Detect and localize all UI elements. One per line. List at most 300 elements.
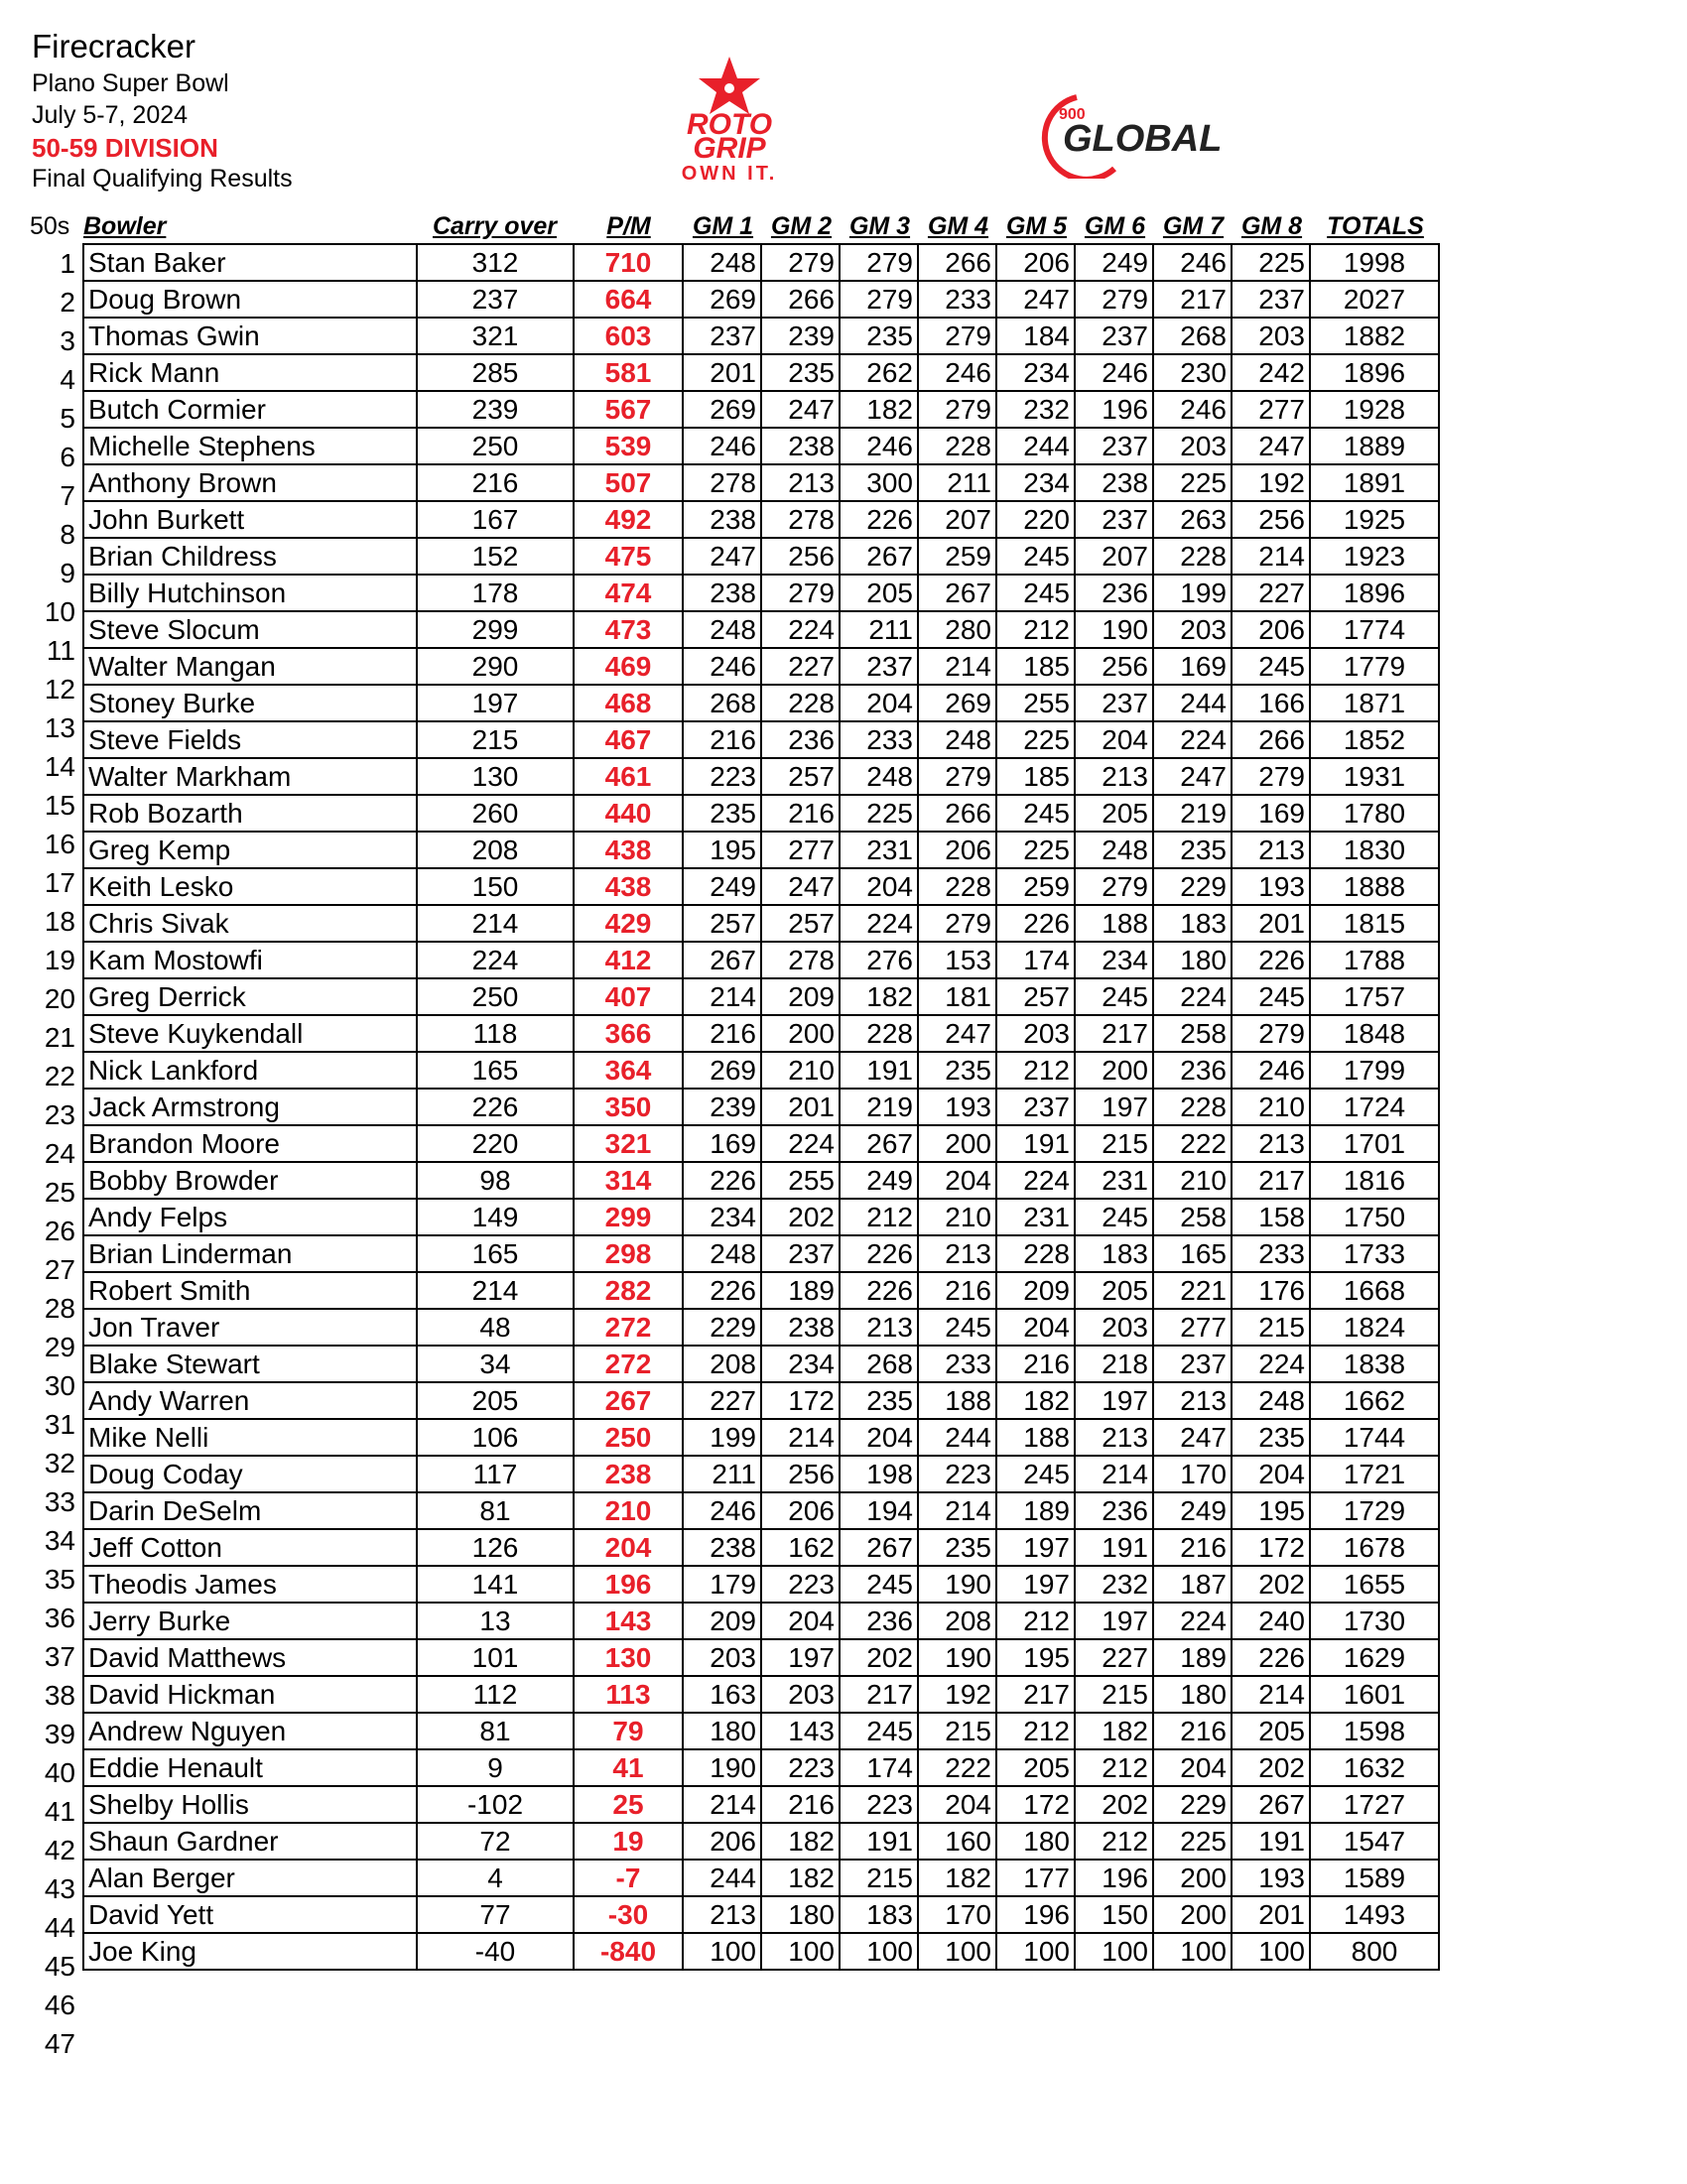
game-7-score: 237 [1153,1346,1232,1382]
game-3-score: 100 [840,1933,918,1970]
game-3-score: 174 [840,1749,918,1786]
game-8-score: 203 [1232,318,1310,354]
game-5-score: 191 [996,1125,1075,1162]
bowler-name: John Burkett [83,501,417,538]
game-7-score: 170 [1153,1456,1232,1492]
carry-over-value: 214 [417,1272,574,1309]
game-7-score: 199 [1153,575,1232,611]
pm-value: 469 [574,648,683,685]
game-4-score: 182 [918,1860,996,1896]
pm-value: 664 [574,281,683,318]
roto-text: ROTO [686,108,773,141]
game-5-score: 231 [996,1199,1075,1235]
game-4-score: 211 [918,464,996,501]
carry-over-value: 126 [417,1529,574,1566]
pm-value: 282 [574,1272,683,1309]
table-row [83,1713,1439,1749]
game-5-score: 220 [996,501,1075,538]
game-3-score: 223 [840,1786,918,1823]
place-number: 22 [44,1061,75,1092]
bowler-name: Blake Stewart [83,1346,417,1382]
place-number: 34 [44,1525,75,1556]
table-row [83,1309,1439,1346]
total-score: 1816 [1310,1162,1439,1199]
pm-value: 461 [574,758,683,795]
place-number: 3 [60,325,75,356]
game-1-score: 269 [683,281,761,318]
game-5-score: 234 [996,354,1075,391]
game-5-score: 244 [996,428,1075,464]
game-3-score: 262 [840,354,918,391]
game-5-score: 245 [996,795,1075,832]
game-2-score: 235 [761,354,840,391]
game-4-score: 192 [918,1676,996,1713]
game-5-score: 177 [996,1860,1075,1896]
pm-value: -30 [574,1896,683,1933]
game-2-score: 206 [761,1492,840,1529]
game-7-score: 228 [1153,538,1232,575]
carry-over-value: 4 [417,1860,574,1896]
total-score: 1727 [1310,1786,1439,1823]
bowler-name: Billy Hutchinson [83,575,417,611]
game-8-score: 266 [1232,721,1310,758]
pm-value: 567 [574,391,683,428]
game-6-score: 203 [1075,1309,1153,1346]
game-3-score: 191 [840,1052,918,1089]
bowler-name: Butch Cormier [83,391,417,428]
game-3-score: 202 [840,1639,918,1676]
bowler-name: Thomas Gwin [83,318,417,354]
game-6-score: 197 [1075,1603,1153,1639]
table-row [83,464,1439,501]
game-7-score: 221 [1153,1272,1232,1309]
game-8-score: 279 [1232,1015,1310,1052]
table-row [83,1749,1439,1786]
game-6-score: 215 [1075,1676,1153,1713]
game-8-score: 217 [1232,1162,1310,1199]
game-5-score: 203 [996,1015,1075,1052]
game-3-score: 237 [840,648,918,685]
game-1-score: 223 [683,758,761,795]
game-8-score: 245 [1232,978,1310,1015]
pm-value: 468 [574,685,683,721]
game-4-score: 170 [918,1896,996,1933]
game-2-score: 256 [761,1456,840,1492]
table-row [83,1933,1439,1970]
game-1-score: 239 [683,1089,761,1125]
bowler-name: Kam Mostowfi [83,942,417,978]
game-2-score: 236 [761,721,840,758]
pm-value: 366 [574,1015,683,1052]
game-7-score: 225 [1153,1823,1232,1860]
game-2-score: 210 [761,1052,840,1089]
table-row [83,1272,1439,1309]
place-number: 5 [60,403,75,434]
game-3-score: 183 [840,1896,918,1933]
pm-value: 196 [574,1566,683,1603]
game-5-score: 226 [996,905,1075,942]
game-1-score: 237 [683,318,761,354]
game-3-score: 267 [840,1529,918,1566]
pm-value: 539 [574,428,683,464]
game-4-score: 245 [918,1309,996,1346]
place-number: 40 [44,1757,75,1788]
total-score: 1888 [1310,868,1439,905]
place-number: 1 [60,248,75,279]
game-3-score: 268 [840,1346,918,1382]
carry-over-value: 81 [417,1492,574,1529]
game-7-score: 100 [1153,1933,1232,1970]
col-gm4: GM 4 [927,212,989,240]
game-1-score: 211 [683,1456,761,1492]
table-row [83,1566,1439,1603]
game-8-score: 224 [1232,1346,1310,1382]
place-number: 6 [60,442,75,472]
game-4-score: 280 [918,611,996,648]
game-2-score: 216 [761,795,840,832]
game-8-score: 193 [1232,868,1310,905]
game-2-score: 278 [761,942,840,978]
game-8-score: 210 [1232,1089,1310,1125]
total-score: 1998 [1310,244,1439,281]
game-3-score: 249 [840,1162,918,1199]
game-4-score: 247 [918,1015,996,1052]
game-1-score: 267 [683,942,761,978]
game-5-score: 197 [996,1566,1075,1603]
game-1-score: 234 [683,1199,761,1235]
bowler-name: Andy Felps [83,1199,417,1235]
game-2-score: 227 [761,648,840,685]
game-4-score: 188 [918,1382,996,1419]
game-7-score: 263 [1153,501,1232,538]
game-7-score: 222 [1153,1125,1232,1162]
game-8-score: 202 [1232,1566,1310,1603]
pm-value: 79 [574,1713,683,1749]
game-4-score: 246 [918,354,996,391]
game-1-score: 190 [683,1749,761,1786]
col-gm3: GM 3 [848,212,911,240]
table-row [83,1199,1439,1235]
total-score: 1889 [1310,428,1439,464]
table-row [83,354,1439,391]
game-6-score: 279 [1075,868,1153,905]
game-1-score: 238 [683,501,761,538]
game-5-score: 225 [996,832,1075,868]
place-number: 29 [44,1332,75,1362]
game-6-score: 190 [1075,611,1153,648]
grip-text: GRIP [693,132,766,165]
total-score: 1601 [1310,1676,1439,1713]
place-number: 46 [44,1990,75,2020]
game-4-score: 223 [918,1456,996,1492]
bowler-name: Walter Markham [83,758,417,795]
bowler-name: Greg Derrick [83,978,417,1015]
game-3-score: 213 [840,1309,918,1346]
game-8-score: 267 [1232,1786,1310,1823]
game-1-score: 246 [683,648,761,685]
pm-value: 298 [574,1235,683,1272]
game-3-score: 233 [840,721,918,758]
bowler-name: Steve Slocum [83,611,417,648]
table-row [83,978,1439,1015]
table-row [83,1235,1439,1272]
game-8-score: 166 [1232,685,1310,721]
place-number: 28 [44,1293,75,1324]
game-3-score: 279 [840,244,918,281]
game-2-score: 238 [761,428,840,464]
pm-value: 267 [574,1382,683,1419]
bowler-name: Brandon Moore [83,1125,417,1162]
bowler-name: Robert Smith [83,1272,417,1309]
col-bowler: Bowler [83,212,167,240]
game-5-score: 212 [996,611,1075,648]
game-7-score: 216 [1153,1529,1232,1566]
carry-over-value: 72 [417,1823,574,1860]
game-1-score: 235 [683,795,761,832]
game-2-score: 182 [761,1823,840,1860]
game-5-score: 206 [996,244,1075,281]
bowler-name: David Hickman [83,1676,417,1713]
game-8-score: 237 [1232,281,1310,318]
game-5-score: 195 [996,1639,1075,1676]
global-text: GLOBAL [1063,118,1223,160]
carry-over-value: 178 [417,575,574,611]
game-3-score: 236 [840,1603,918,1639]
total-score: 1848 [1310,1015,1439,1052]
bowler-name: Mike Nelli [83,1419,417,1456]
place-number: 45 [44,1951,75,1982]
game-1-score: 216 [683,721,761,758]
total-score: 1701 [1310,1125,1439,1162]
place-number: 15 [44,790,75,821]
game-6-score: 197 [1075,1089,1153,1125]
carry-over-value: 149 [417,1199,574,1235]
game-4-score: 267 [918,575,996,611]
game-4-score: 190 [918,1566,996,1603]
carry-over-value: 77 [417,1896,574,1933]
table-row [83,1823,1439,1860]
carry-over-value: 81 [417,1713,574,1749]
game-1-score: 214 [683,978,761,1015]
table-row [83,868,1439,905]
place-number: 25 [44,1177,75,1208]
game-6-score: 248 [1075,832,1153,868]
pm-value: 473 [574,611,683,648]
game-4-score: 266 [918,244,996,281]
venue-name: Plano Super Bowl [32,69,229,97]
game-1-score: 244 [683,1860,761,1896]
pm-value: 250 [574,1419,683,1456]
game-8-score: 247 [1232,428,1310,464]
total-score: 1799 [1310,1052,1439,1089]
game-7-score: 277 [1153,1309,1232,1346]
game-7-score: 216 [1153,1713,1232,1749]
game-4-score: 204 [918,1162,996,1199]
total-score: 1774 [1310,611,1439,648]
game-2-score: 213 [761,464,840,501]
game-4-score: 214 [918,1492,996,1529]
game-5-score: 255 [996,685,1075,721]
game-4-score: 266 [918,795,996,832]
game-7-score: 258 [1153,1199,1232,1235]
col-gm6: GM 6 [1084,212,1146,240]
place-number: 12 [44,674,75,705]
game-7-score: 235 [1153,832,1232,868]
pm-value: 272 [574,1346,683,1382]
total-score: 1724 [1310,1089,1439,1125]
game-7-score: 236 [1153,1052,1232,1089]
bowler-name: Shelby Hollis [83,1786,417,1823]
total-score: 1830 [1310,832,1439,868]
game-8-score: 191 [1232,1823,1310,1860]
game-3-score: 215 [840,1860,918,1896]
game-7-score: 169 [1153,648,1232,685]
pm-value: 25 [574,1786,683,1823]
bowler-name: David Matthews [83,1639,417,1676]
place-number: 36 [44,1603,75,1633]
game-7-score: 225 [1153,464,1232,501]
game-2-score: 197 [761,1639,840,1676]
total-score: 1838 [1310,1346,1439,1382]
carry-over-value: 152 [417,538,574,575]
bowler-name: Rob Bozarth [83,795,417,832]
game-6-score: 150 [1075,1896,1153,1933]
game-5-score: 184 [996,318,1075,354]
place-number: 13 [44,712,75,743]
game-4-score: 235 [918,1529,996,1566]
game-2-score: 223 [761,1566,840,1603]
total-score: 1721 [1310,1456,1439,1492]
total-score: 1730 [1310,1603,1439,1639]
game-7-score: 268 [1153,318,1232,354]
carry-over-value: 321 [417,318,574,354]
col-gm1: GM 1 [692,212,754,240]
carry-over-value: 237 [417,281,574,318]
game-8-score: 176 [1232,1272,1310,1309]
game-1-score: 226 [683,1162,761,1199]
place-number: 26 [44,1216,75,1246]
table-row [83,1603,1439,1639]
game-5-score: 205 [996,1749,1075,1786]
game-2-score: 100 [761,1933,840,1970]
pm-value: 475 [574,538,683,575]
game-1-score: 195 [683,832,761,868]
game-5-score: 188 [996,1419,1075,1456]
carry-over-value: 208 [417,832,574,868]
game-4-score: 248 [918,721,996,758]
game-5-score: 174 [996,942,1075,978]
carry-over-value: 285 [417,354,574,391]
game-1-score: 249 [683,868,761,905]
roto-grip-logo [635,55,824,184]
game-4-score: 279 [918,391,996,428]
game-1-score: 246 [683,428,761,464]
total-score: 1779 [1310,648,1439,685]
place-number: 9 [60,558,75,588]
bowler-name: Brian Linderman [83,1235,417,1272]
game-2-score: 279 [761,244,840,281]
game-5-score: 182 [996,1382,1075,1419]
game-5-score: 209 [996,1272,1075,1309]
place-number: 21 [44,1022,75,1053]
game-7-score: 189 [1153,1639,1232,1676]
game-4-score: 215 [918,1713,996,1749]
place-number: 39 [44,1719,75,1749]
game-8-score: 202 [1232,1749,1310,1786]
carry-over-value: 141 [417,1566,574,1603]
place-number: 23 [44,1099,75,1130]
game-6-score: 237 [1075,501,1153,538]
carry-over-value: 9 [417,1749,574,1786]
col-totals: TOTALS [1327,212,1424,240]
game-6-score: 202 [1075,1786,1153,1823]
game-2-score: 216 [761,1786,840,1823]
game-4-score: 279 [918,318,996,354]
place-number: 11 [46,635,75,666]
place-number: 14 [44,751,75,782]
game-8-score: 226 [1232,942,1310,978]
game-3-score: 211 [840,611,918,648]
game-3-score: 267 [840,1125,918,1162]
carry-over-value: 224 [417,942,574,978]
game-8-score: 256 [1232,501,1310,538]
game-8-score: 213 [1232,832,1310,868]
game-4-score: 213 [918,1235,996,1272]
game-2-score: 189 [761,1272,840,1309]
game-2-score: 279 [761,575,840,611]
game-8-score: 213 [1232,1125,1310,1162]
pm-value: 440 [574,795,683,832]
game-5-score: 224 [996,1162,1075,1199]
game-6-score: 191 [1075,1529,1153,1566]
total-score: 1750 [1310,1199,1439,1235]
carry-over-value: 197 [417,685,574,721]
pm-value: 321 [574,1125,683,1162]
game-1-score: 248 [683,611,761,648]
table-row [83,244,1439,281]
col-place: 50s [30,212,70,240]
table-row [83,428,1439,464]
game-7-score: 165 [1153,1235,1232,1272]
total-score: 1928 [1310,391,1439,428]
table-row [83,1639,1439,1676]
pm-value: 364 [574,1052,683,1089]
game-2-score: 143 [761,1713,840,1749]
total-score: 1662 [1310,1382,1439,1419]
carry-over-value: 150 [417,868,574,905]
results-subtitle: Final Qualifying Results [32,165,293,193]
place-number: 30 [44,1370,75,1401]
game-7-score: 187 [1153,1566,1232,1603]
carry-over-value: 101 [417,1639,574,1676]
game-4-score: 181 [918,978,996,1015]
total-score: 1923 [1310,538,1439,575]
game-3-score: 194 [840,1492,918,1529]
table-row [83,1419,1439,1456]
carry-over-value: 130 [417,758,574,795]
carry-over-value: 312 [417,244,574,281]
game-2-score: 277 [761,832,840,868]
game-5-score: 185 [996,648,1075,685]
game-3-score: 204 [840,868,918,905]
place-number: 20 [44,983,75,1014]
place-number: 44 [44,1912,75,1943]
carry-over-value: 290 [417,648,574,685]
total-score: 1629 [1310,1639,1439,1676]
game-2-score: 247 [761,868,840,905]
carry-over-value: 250 [417,978,574,1015]
game-6-score: 197 [1075,1382,1153,1419]
